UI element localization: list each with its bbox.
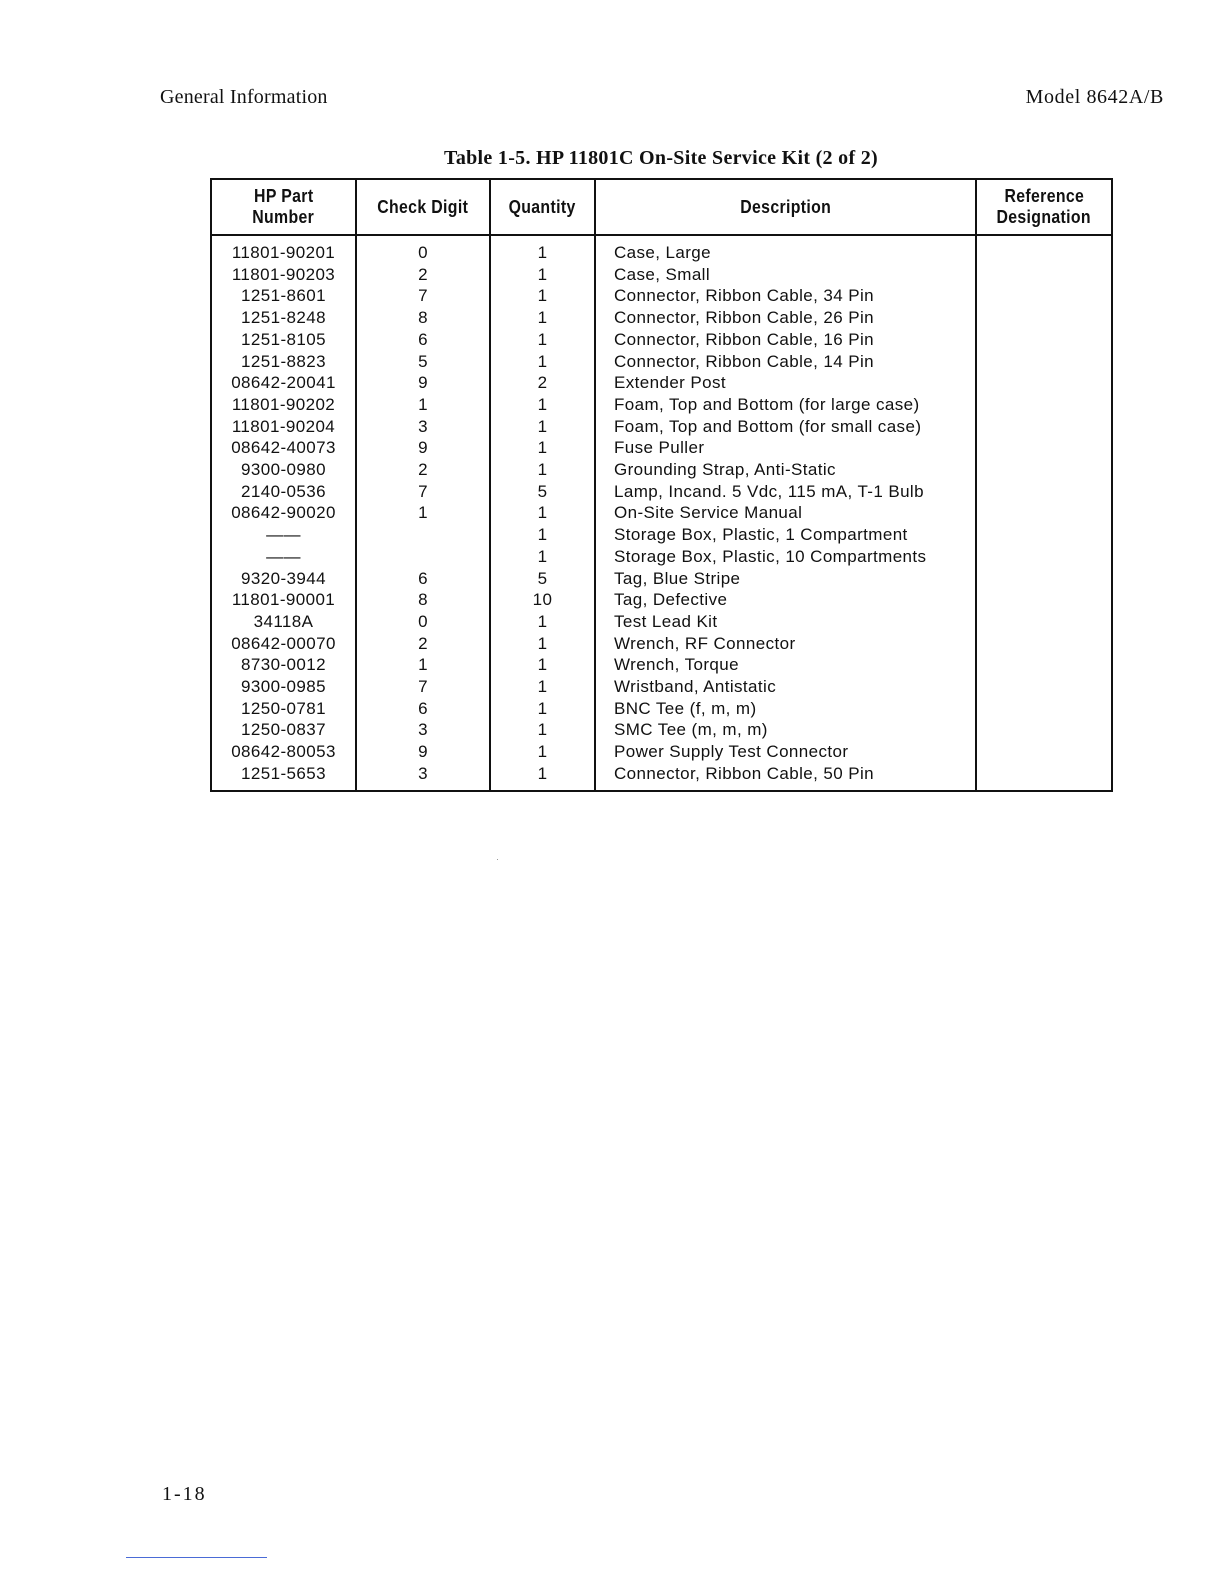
table-row	[211, 459, 1112, 481]
cell-description: Connector, Ribbon Cable, 16 Pin	[595, 329, 976, 351]
running-header-model: Model 8642A/B	[1025, 86, 1164, 108]
cell-reference	[976, 698, 1112, 720]
table-row	[211, 235, 1112, 264]
cell-reference	[976, 719, 1112, 741]
cell-part-number: 08642-20041	[211, 372, 356, 394]
cell-part-number: 11801-90202	[211, 394, 356, 416]
table-row	[211, 394, 1112, 416]
cell-part-number: 1251-5653	[211, 763, 356, 791]
cell-reference	[976, 481, 1112, 503]
cell-reference	[976, 502, 1112, 524]
cell-check-digit: 3	[356, 763, 490, 791]
table-row	[211, 416, 1112, 438]
cell-part-number: 08642-00070	[211, 633, 356, 655]
cell-description: Storage Box, Plastic, 1 Compartment	[595, 524, 976, 546]
cell-reference	[976, 741, 1112, 763]
table-title: Table 1-5. HP 11801C On-Site Service Kit (2 of 2)	[444, 147, 878, 169]
cell-reference	[976, 459, 1112, 481]
cell-reference	[976, 285, 1112, 307]
cell-check-digit: 1	[356, 394, 490, 416]
cell-quantity: 1	[490, 698, 595, 720]
cell-part-number: 08642-40073	[211, 437, 356, 459]
cell-part-number: 2140-0536	[211, 481, 356, 503]
table-row	[211, 546, 1112, 568]
cell-check-digit: 9	[356, 437, 490, 459]
cell-check-digit: 6	[356, 698, 490, 720]
cell-reference	[976, 307, 1112, 329]
cell-check-digit: 2	[356, 633, 490, 655]
cell-quantity: 10	[490, 589, 595, 611]
cell-description: Connector, Ribbon Cable, 34 Pin	[595, 285, 976, 307]
column-header-part-number-line-1: HP Part	[253, 186, 314, 206]
cell-reference	[976, 568, 1112, 590]
cell-description: Test Lead Kit	[595, 611, 976, 633]
cell-part-number: 8730-0012	[211, 654, 356, 676]
cell-description: Fuse Puller	[595, 437, 976, 459]
table-row	[211, 568, 1112, 590]
cell-description: Tag, Blue Stripe	[595, 568, 976, 590]
cell-reference	[976, 351, 1112, 373]
cell-reference	[976, 329, 1112, 351]
cell-check-digit: 3	[356, 719, 490, 741]
table-row	[211, 481, 1112, 503]
cell-reference	[976, 524, 1112, 546]
cell-reference	[976, 416, 1112, 438]
cell-quantity: 1	[490, 763, 595, 791]
column-header-part-number	[211, 179, 356, 235]
cell-check-digit: 7	[356, 285, 490, 307]
cell-description: Connector, Ribbon Cable, 26 Pin	[595, 307, 976, 329]
cell-quantity: 5	[490, 481, 595, 503]
column-header-quantity: Quantity	[490, 179, 595, 235]
table-row	[211, 654, 1112, 676]
cell-description: Wristband, Antistatic	[595, 676, 976, 698]
cell-quantity: 1	[490, 307, 595, 329]
cell-check-digit: 0	[356, 611, 490, 633]
cell-quantity: 2	[490, 372, 595, 394]
cell-quantity: 1	[490, 654, 595, 676]
cell-description: SMC Tee (m, m, m)	[595, 719, 976, 741]
running-header-section: General Information	[160, 86, 328, 108]
table-row	[211, 589, 1112, 611]
table-header	[211, 179, 1112, 235]
cell-quantity: 1	[490, 416, 595, 438]
cell-part-number: 1250-0781	[211, 698, 356, 720]
cell-check-digit	[356, 524, 490, 546]
cell-quantity: 1	[490, 611, 595, 633]
cell-part-number: 1251-8105	[211, 329, 356, 351]
cell-quantity: 5	[490, 568, 595, 590]
cell-reference	[976, 676, 1112, 698]
cell-part-number: 11801-90201	[211, 235, 356, 264]
cell-description: Extender Post	[595, 372, 976, 394]
table-row	[211, 676, 1112, 698]
cell-description: Storage Box, Plastic, 10 Compartments	[595, 546, 976, 568]
cell-description: Connector, Ribbon Cable, 14 Pin	[595, 351, 976, 373]
cell-reference	[976, 264, 1112, 286]
cell-part-number: ——	[211, 524, 356, 546]
cell-description: Case, Large	[595, 235, 976, 264]
column-header-part-number-line-2: Number	[252, 207, 315, 227]
table-row	[211, 329, 1112, 351]
cell-part-number: 9300-0985	[211, 676, 356, 698]
cell-quantity: 1	[490, 437, 595, 459]
cell-quantity: 1	[490, 394, 595, 416]
cell-check-digit: 3	[356, 416, 490, 438]
cell-reference	[976, 437, 1112, 459]
cell-reference	[976, 546, 1112, 568]
cell-quantity: 1	[490, 235, 595, 264]
table-header-row	[211, 179, 1112, 235]
cell-part-number: 11801-90204	[211, 416, 356, 438]
table-row	[211, 351, 1112, 373]
cell-part-number: 34118A	[211, 611, 356, 633]
cell-check-digit: 9	[356, 372, 490, 394]
table-row	[211, 698, 1112, 720]
table-row	[211, 372, 1112, 394]
cell-part-number: 1250-0837	[211, 719, 356, 741]
table-body	[211, 235, 1112, 791]
cell-reference	[976, 235, 1112, 264]
table-row	[211, 285, 1112, 307]
cell-part-number: 9300-0980	[211, 459, 356, 481]
cell-description: BNC Tee (f, m, m)	[595, 698, 976, 720]
cell-part-number: 1251-8601	[211, 285, 356, 307]
cell-reference	[976, 394, 1112, 416]
table-row	[211, 307, 1112, 329]
cell-quantity: 1	[490, 633, 595, 655]
cell-quantity: 1	[490, 676, 595, 698]
cell-part-number: 08642-80053	[211, 741, 356, 763]
column-header-check-digit: Check Digit	[356, 179, 490, 235]
table-row	[211, 763, 1112, 791]
cell-reference	[976, 372, 1112, 394]
table-row	[211, 437, 1112, 459]
column-header-reference	[976, 179, 1112, 235]
cell-part-number: 1251-8248	[211, 307, 356, 329]
cell-quantity: 1	[490, 546, 595, 568]
cell-description: Foam, Top and Bottom (for small case)	[595, 416, 976, 438]
cell-check-digit: 1	[356, 502, 490, 524]
table-row	[211, 611, 1112, 633]
cell-description: Case, Small	[595, 264, 976, 286]
cell-quantity: 1	[490, 502, 595, 524]
cell-check-digit: 6	[356, 329, 490, 351]
scan-speck	[497, 859, 498, 860]
cell-part-number: 08642-90020	[211, 502, 356, 524]
cell-description: Wrench, Torque	[595, 654, 976, 676]
table-row	[211, 502, 1112, 524]
cell-quantity: 1	[490, 719, 595, 741]
cell-check-digit	[356, 546, 490, 568]
cell-check-digit: 6	[356, 568, 490, 590]
cell-reference	[976, 633, 1112, 655]
cell-quantity: 1	[490, 264, 595, 286]
column-header-description: Description	[595, 179, 976, 235]
cell-description: Lamp, Incand. 5 Vdc, 115 mA, T-1 Bulb	[595, 481, 976, 503]
cell-check-digit: 9	[356, 741, 490, 763]
table-row	[211, 633, 1112, 655]
cell-check-digit: 7	[356, 676, 490, 698]
cell-part-number: 11801-90001	[211, 589, 356, 611]
cell-description: On-Site Service Manual	[595, 502, 976, 524]
cell-reference	[976, 763, 1112, 791]
cell-description: Tag, Defective	[595, 589, 976, 611]
column-header-reference-line-2: Designation	[996, 207, 1092, 227]
cell-quantity: 1	[490, 351, 595, 373]
cell-check-digit: 7	[356, 481, 490, 503]
table-row	[211, 719, 1112, 741]
cell-reference	[976, 611, 1112, 633]
cell-quantity: 1	[490, 285, 595, 307]
cell-part-number: ——	[211, 546, 356, 568]
cell-quantity: 1	[490, 524, 595, 546]
cell-description: Foam, Top and Bottom (for large case)	[595, 394, 976, 416]
column-header-reference-line-1: Reference	[1004, 186, 1084, 206]
cell-quantity: 1	[490, 741, 595, 763]
cell-description: Grounding Strap, Anti-Static	[595, 459, 976, 481]
cell-check-digit: 0	[356, 235, 490, 264]
cell-description: Wrench, RF Connector	[595, 633, 976, 655]
table-row	[211, 524, 1112, 546]
cell-part-number: 11801-90203	[211, 264, 356, 286]
cell-part-number: 9320-3944	[211, 568, 356, 590]
table-row	[211, 741, 1112, 763]
cell-quantity: 1	[490, 459, 595, 481]
cell-quantity: 1	[490, 329, 595, 351]
cell-part-number: 1251-8823	[211, 351, 356, 373]
page-number: 1-18	[162, 1483, 207, 1505]
cell-check-digit: 5	[356, 351, 490, 373]
cell-reference	[976, 654, 1112, 676]
footer-rule	[126, 1557, 267, 1558]
cell-check-digit: 8	[356, 589, 490, 611]
cell-reference	[976, 589, 1112, 611]
table-row	[211, 264, 1112, 286]
cell-check-digit: 2	[356, 264, 490, 286]
service-kit-table	[210, 178, 1113, 792]
cell-check-digit: 2	[356, 459, 490, 481]
cell-description: Power Supply Test Connector	[595, 741, 976, 763]
cell-check-digit: 8	[356, 307, 490, 329]
cell-description: Connector, Ribbon Cable, 50 Pin	[595, 763, 976, 791]
cell-check-digit: 1	[356, 654, 490, 676]
